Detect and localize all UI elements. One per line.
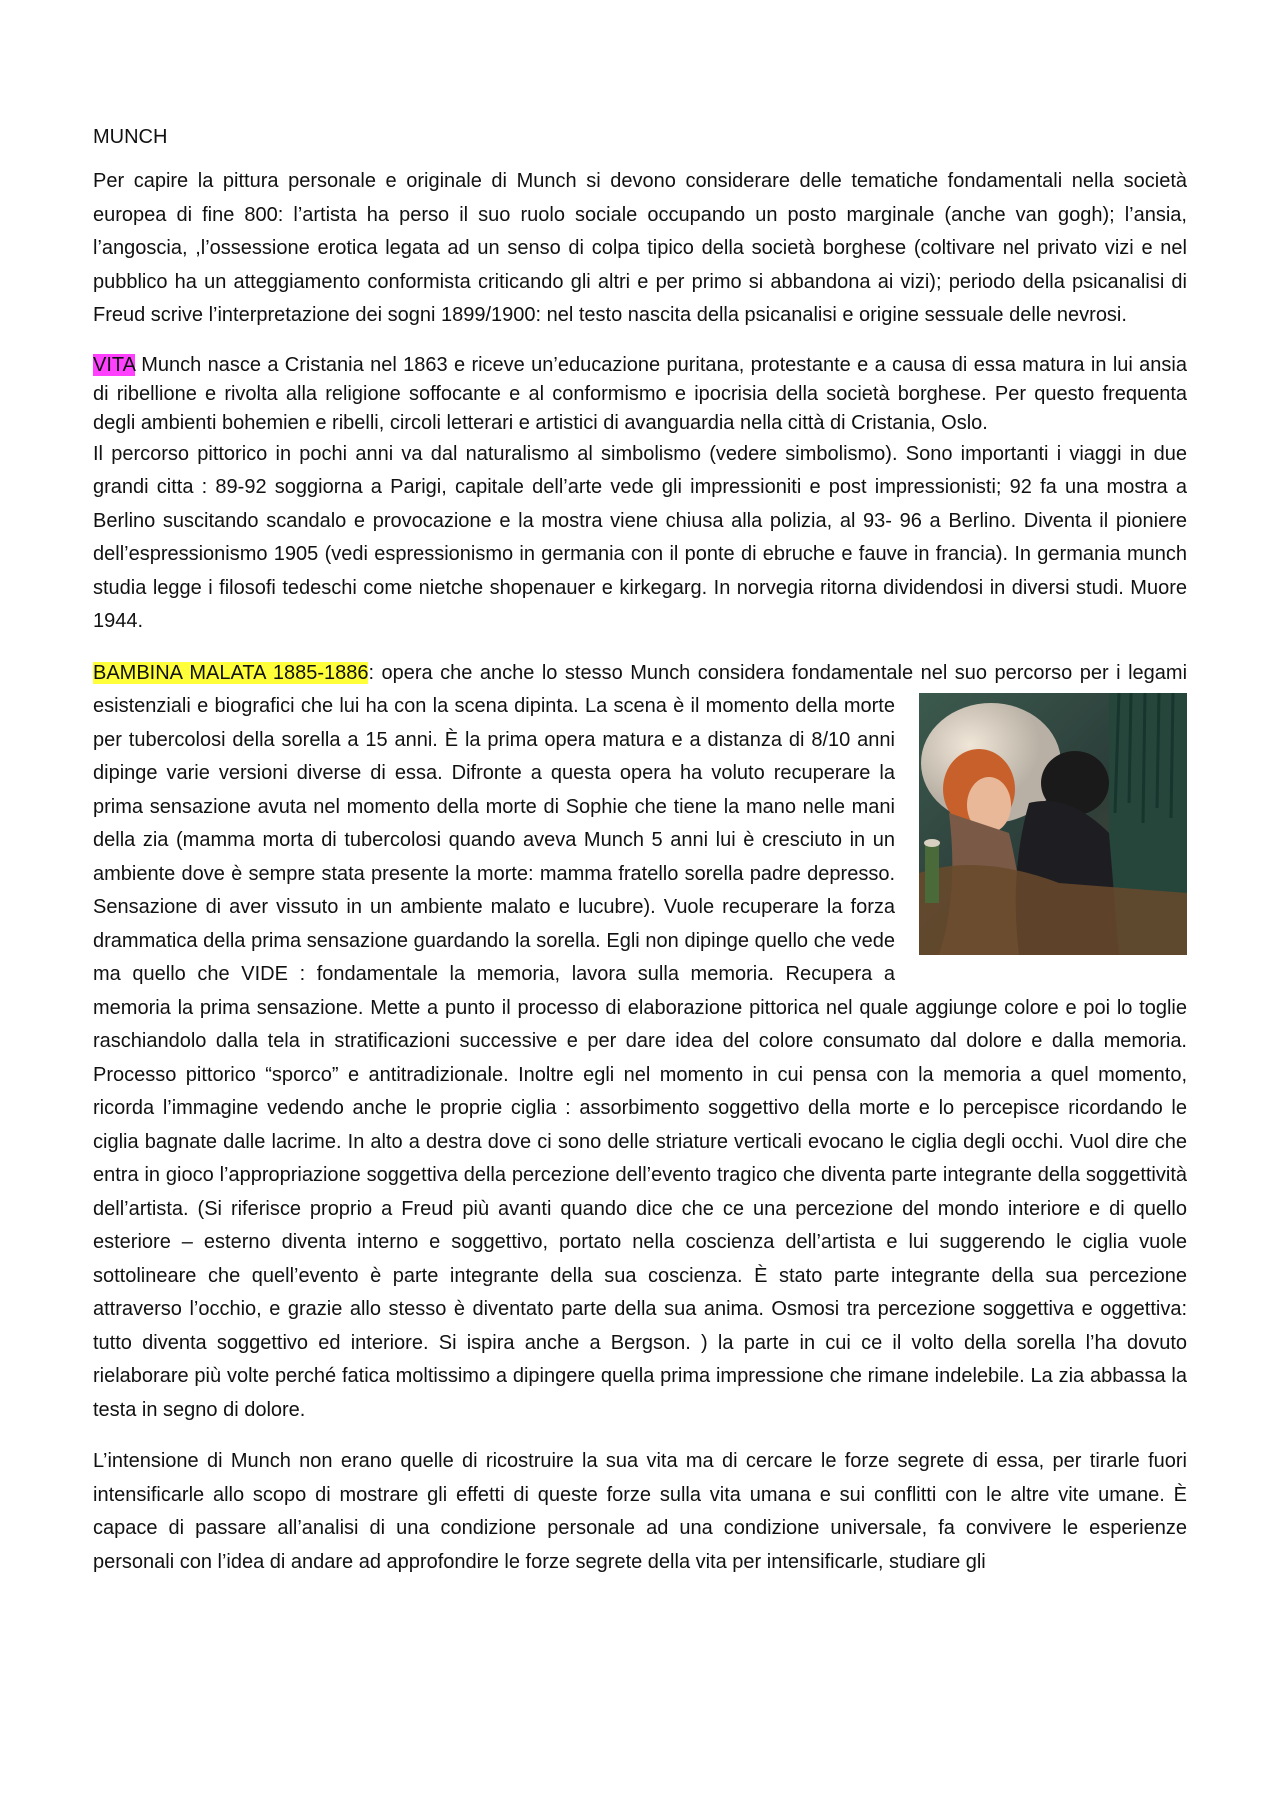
paragraph-gap	[93, 639, 1187, 657]
bambina-heading: BAMBINA MALATA 1885-1886	[93, 661, 369, 684]
document-title: MUNCH	[93, 126, 168, 148]
vita-paragraph	[93, 351, 1187, 438]
percorso-paragraph: Il percorso pittorico in pochi anni va dal naturalismo al simbolismo (vedere simbolismo). Sono importanti i viaggi in due grandi citta : 89-92 soggiorna a Parigi, capitale dell’arte vede gli impressioniti e post impressionisti; 92 fa una mostra a Berlino suscitando scandalo e provocazione e la mostra viene chiusa alla polizia, al 93- 96 a Berlino. Diventa il pioniere dell’espressionismo 1905 (vedi espressionismo in germania con il ponte di ebruche e fauve in francia). In germania munch studia legge i filosofi tedeschi come nietche shopenauer e kirkegarg. In norvegia ritorna dividendosi in diversi studi. Muore 1944.	[93, 442, 1187, 632]
paragraph-gap	[93, 1427, 1187, 1445]
bambina-text-lead: : opera che anche lo stesso Munch considera fondamentale nel suo percorso per i	[368, 661, 1129, 684]
intro-paragraph: Per capire la pittura personale e originale di Munch si devono considerare delle tematiche fondamentali nella società europea di fine 800: l’artista ha perso il suo ruolo sociale occupando un posto marginale (anche van gogh); l’ansia, l’angoscia, ,l’ossessione erotica legata ad un senso di colpa tipico della società borghese (coltivare nel privato vizi e nel pubblico ha un atteggiamento conformista criticando gli altri e per primo si abbandona ai vizi); periodo della psicanalisi di Freud scrive l’interpretazione dei sogni 1899/1900: nel testo nascita della psicanalisi e origine sessuale delle nevrosi.	[93, 170, 1187, 326]
paragraph-gap	[93, 333, 1187, 351]
bambina-text-rest: legami esistenziali e biografici che lui ha con la scena dipinta. La scena è il momento della morte per tubercolosi della sorella a 15 anni. È la prima opera matura e a distanza di 8/10 anni dipinge varie versioni diverse di essa. Difronte a questa opera ha voluto recuperare la prima sensazione avuta nel momento della morte di Sophie che tiene la mano nelle mani della zia (mamma morta di tubercolosi quando aveva Munch 5 anni lui è cresciuto in un ambiente dove è sempre stata presente la morte: mamma fratello sorella padre depresso. Sensazione di aver vissuto in un ambiente malato e lucubre). Vuole recuperare la forza drammatica della prima sensazione guardando la sorella. Egli non dipinge quello che vede ma quello che VIDE : fondamentale la memoria, lavora sulla memoria. Recupera a memoria la prima sensazione. Mette a punto il processo di elaborazione pittorica nel quale aggiunge colore e poi lo toglie raschiandolo dalla tela in stratificazioni successive e per dare idea del colore consumato dal dolore e dalla memoria. Processo pittorico “sporco” e antitradizionale. Inoltre egli nel momento in cui pensa con la memoria a quel momento, ricorda l’immagine vedendo anche le proprie ciglia : assorbimento soggettivo della morte e lo percepisce ricordando le ciglia bagnate dalle lacrime. In alto a destra dove ci sono delle striature verticali evocano le ciglia degli occhi. Vuol dire che entra in gioco l’appropriazione soggettiva della percezione dell’evento tragico che diventa parte integrante della soggettività dell’artista. (Si riferisce proprio a Freud più avanti quando dice che ce una percezione del mondo interiore e di quello esteriore – esterno diventa interno e soggettivo, portato nella coscienza dell’artista e lui suggerendo le ciglia vuole sottolineare che quell’evento è parte integrante della sua coscienza. È stato parte integrante della sua percezione attraverso l’occhio, e grazie allo stesso è diventato parte della sua anima. Osmosi tra percezione soggettiva e oggettiva: tutto diventa soggettivo ed interiore. Si ispira anche a Bergson. ) la parte in cui ce il volto della sorella l’ha dovuto rielaborare più volte perché fatica moltissimo a dipingere quella prima impressione che rimane indelebile. La zia abbassa la testa in segno di dolore.	[93, 661, 1188, 1421]
sick-child-painting	[919, 693, 1187, 955]
bambina-paragraph	[93, 657, 1187, 1428]
painting-image	[919, 693, 1187, 955]
vita-text: Munch nasce a Cristania nel 1863 e riceve un’educazione puritana, protestante e a causa di essa matura in lui ansia di ribellione e rivolta alla religione soffocante e al conformismo e ipocrisia della società borghese. Per questo frequenta degli ambienti bohemien e ribelli, circoli letterari e artistici di avanguardia nella città di Cristania, Oslo.	[93, 353, 1187, 434]
vita-heading: VITA	[93, 353, 135, 376]
intensione-paragraph: L’intensione di Munch non erano quelle di ricostruire la sua vita ma di cercare le forze segrete di essa, per tirarle fuori intensificarle allo scopo di mostrare gli effetti di queste forze sulla vita umana e sui conflitti con le altre vite umane. È capace di passare all’analisi di una condizione personale ad una condizione universale, fa convivere le esperienze personali con l’idea di andare ad approfondire le forze segrete della vita per intensificarle, studiare gli	[93, 1450, 1187, 1573]
